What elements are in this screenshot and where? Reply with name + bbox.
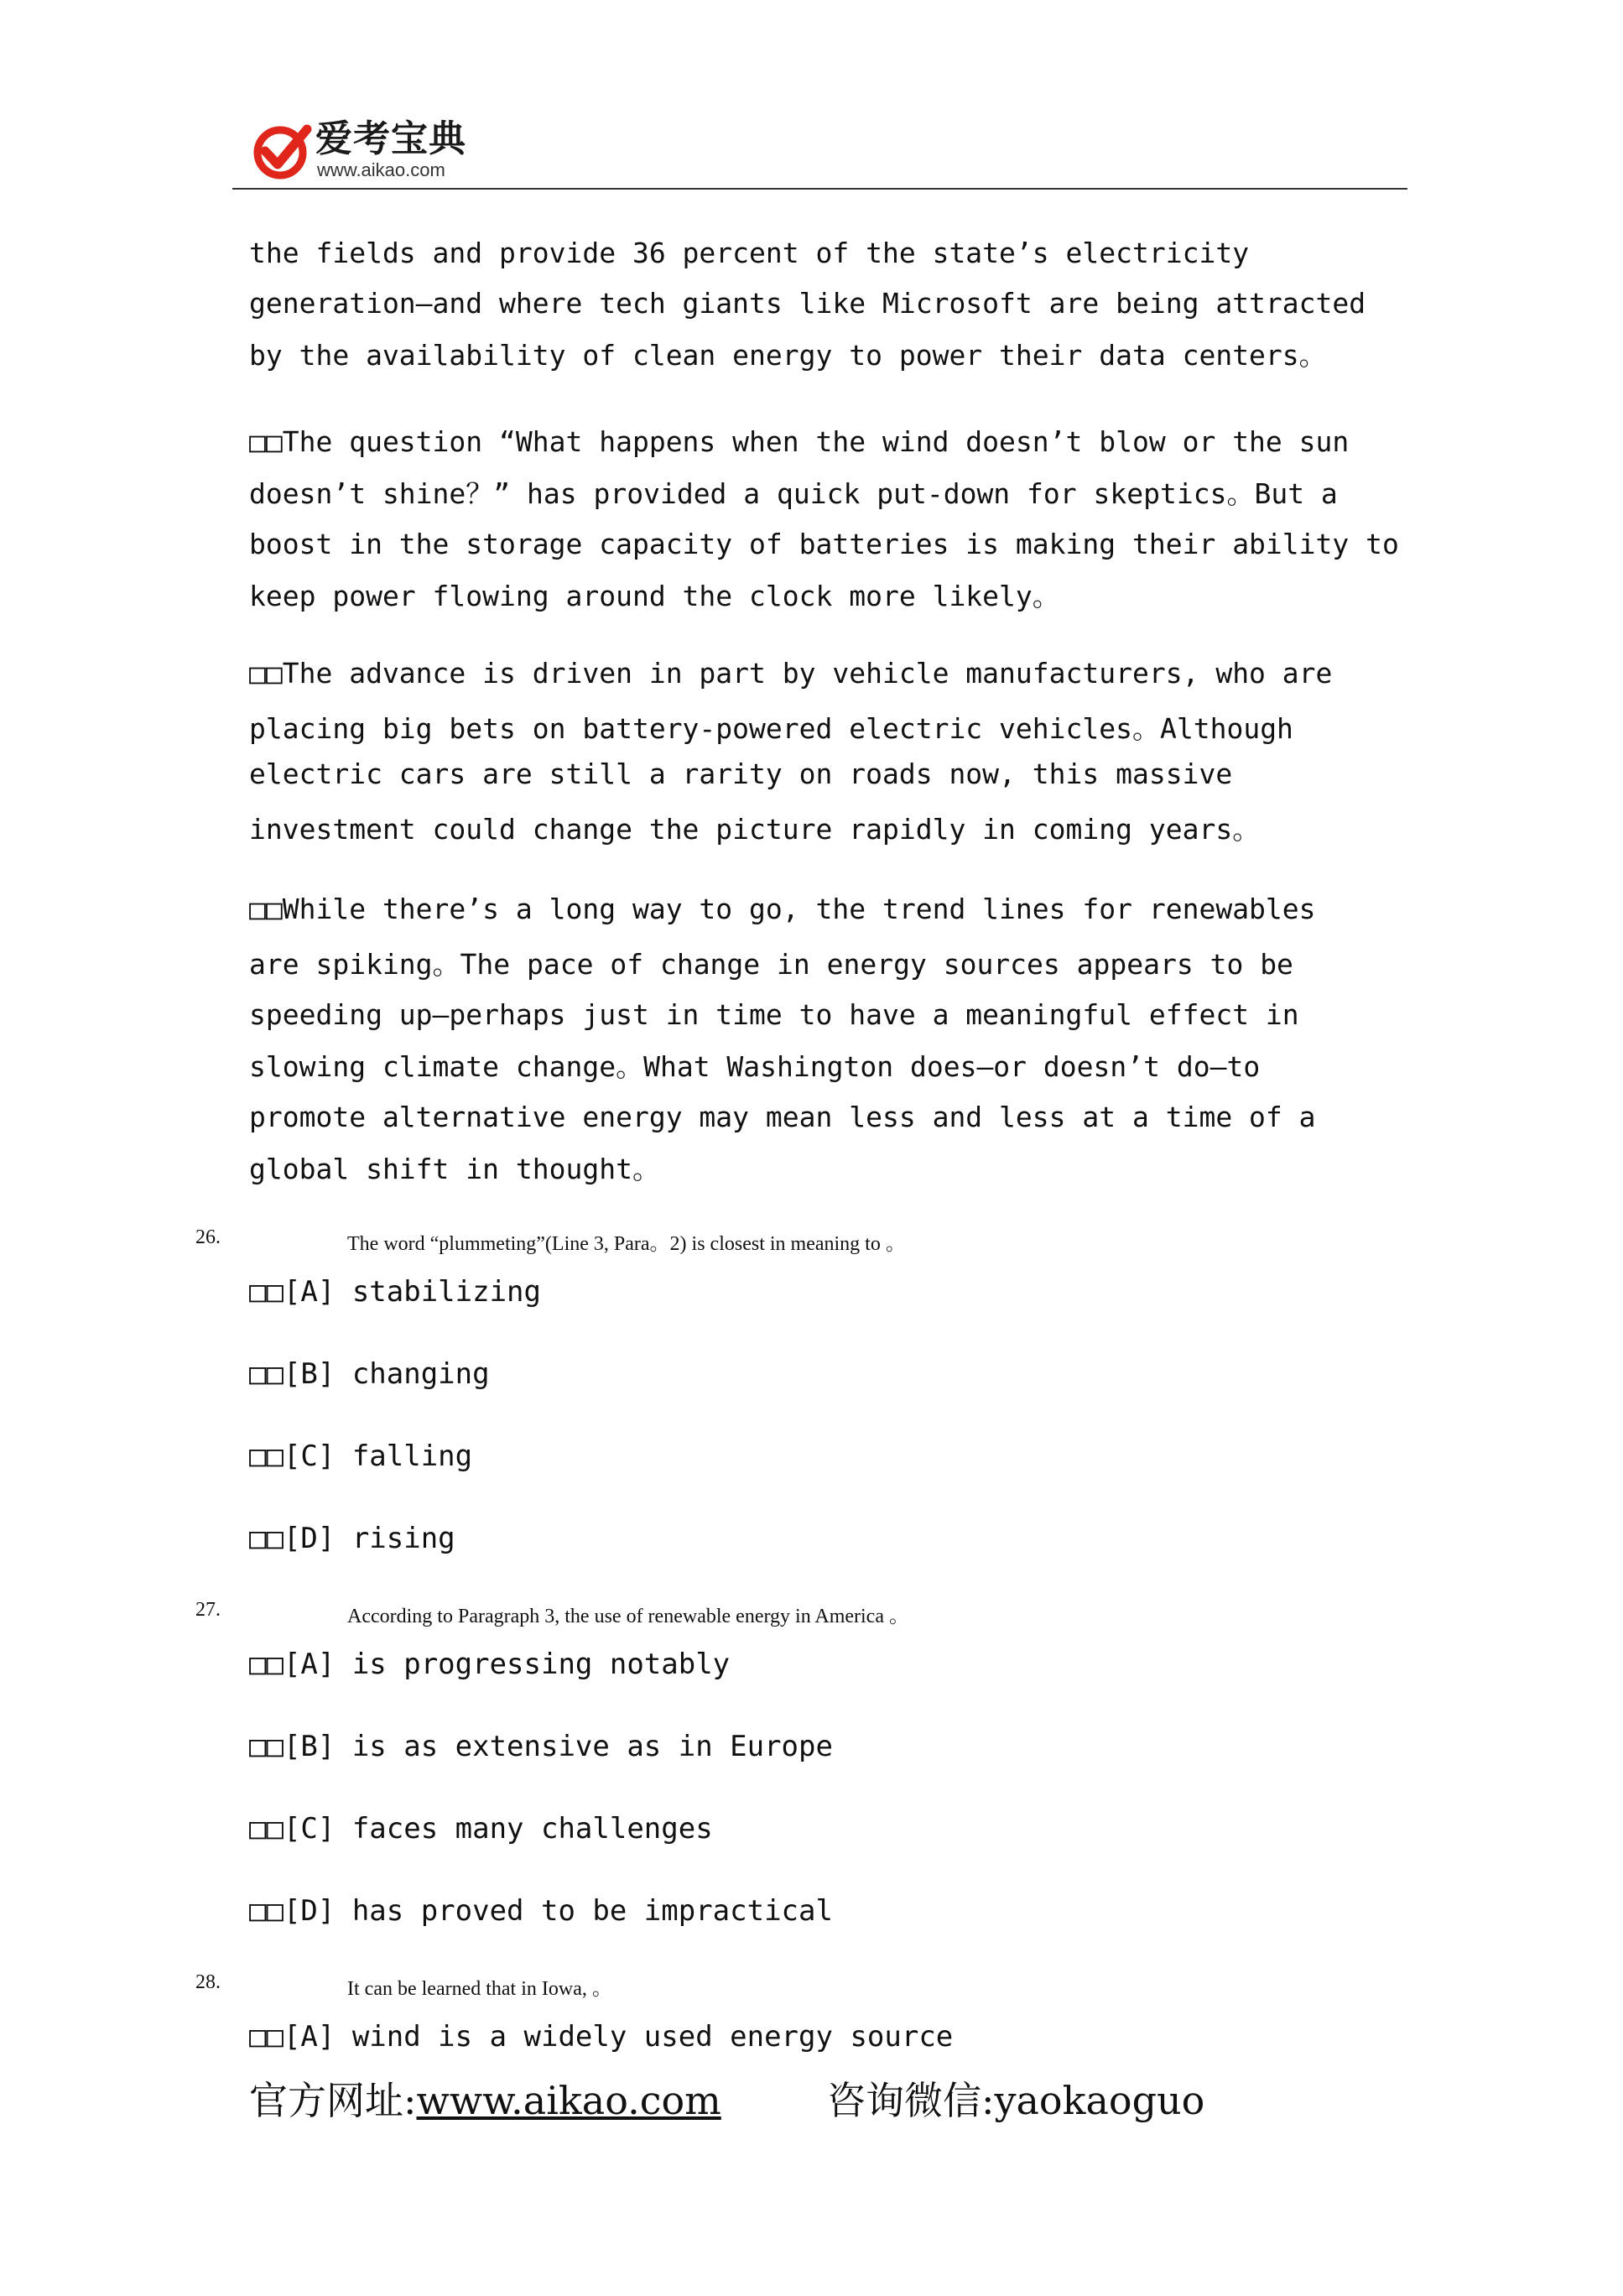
question-number: 26. [195, 1226, 221, 1248]
text-line: □□While there’s a long way to go, the trend lines for renewables [249, 893, 1316, 925]
text-line: by the availability of clean energy to power their data centers。 [249, 339, 1327, 372]
question-number: 28. [195, 1971, 221, 1993]
answer-option: □□[C] falling [249, 1440, 473, 1473]
logo-text: 爱考宝典 [315, 117, 466, 160]
footer-website [249, 2070, 721, 2126]
question-number: 27. [195, 1599, 221, 1621]
text-line: electric cars are still a rarity on roads now, this massive [249, 758, 1233, 790]
text-line: generation—and where tech giants like Microsoft are being attracted [249, 287, 1366, 320]
text-line: □□The question “What happens when the wind doesn’t blow or the sun [249, 425, 1350, 458]
answer-option: □□[A] is progressing notably [249, 1648, 731, 1681]
text-line: the fields and provide 36 percent of the state’s electricity [249, 237, 1250, 269]
footer-site-link[interactable]: www.aikao.com [416, 2078, 721, 2123]
footer-site-label: 官方网址: [249, 2078, 417, 2123]
text-line: global shift in thought。 [249, 1153, 660, 1185]
answer-option: □□[D] rising [249, 1522, 455, 1555]
text-line: keep power flowing around the clock more likely。 [249, 580, 1060, 612]
text-line: doesn’t shine？” has provided a quick put-down for skeptics。But a [249, 477, 1338, 510]
text-line: placing big bets on battery-powered electric vehicles。Although [249, 712, 1293, 745]
question-stem: It can be learned that in Iowa, 。 [347, 1978, 612, 2000]
passage-paragraph-1 [249, 237, 1366, 372]
text-line: are spiking。The pace of change in energy sources appears to be [249, 948, 1293, 981]
passage-paragraph-3 [249, 657, 1333, 846]
question-stem: According to Paragraph 3, the use of renewable energy in America 。 [347, 1606, 909, 1627]
footer-wechat [827, 2070, 1204, 2126]
logo-url: www.aikao.com [317, 159, 445, 180]
answer-option: □□[C] faces many challenges [249, 1812, 713, 1846]
answer-option: □□[B] is as extensive as in Europe [249, 1730, 833, 1763]
passage-paragraph-2 [249, 425, 1399, 612]
answer-option: □□[A] wind is a widely used energy source [249, 2020, 954, 2054]
answer-option: □□[B] changing [249, 1357, 490, 1391]
checkmark-logo-icon [252, 121, 312, 181]
header-divider [232, 188, 1407, 190]
passage-paragraph-4 [249, 893, 1316, 1185]
footer-wechat-label: 咨询微信: [827, 2078, 995, 2123]
text-line: slowing climate change。What Washington does—or doesn’t do—to [249, 1050, 1261, 1083]
footer-wechat-id: yaokaoguo [994, 2078, 1205, 2123]
brand-logo [252, 117, 470, 185]
text-line: speeding up—perhaps just in time to have a meaningful effect in [249, 998, 1299, 1031]
answer-option: □□[A] stabilizing [249, 1275, 541, 1309]
question-stem: The word “plummeting”(Line 3, Para。2) is closest in meaning to 。 [347, 1233, 906, 1255]
answer-option: □□[D] has proved to be impractical [249, 1894, 833, 1928]
text-line: investment could change the picture rapidly in coming years。 [249, 813, 1261, 846]
text-line: promote alternative energy may mean less and less at a time of a [249, 1101, 1316, 1133]
text-line: boost in the storage capacity of batteries is making their ability to [249, 528, 1399, 560]
text-line: □□The advance is driven in part by vehicle manufacturers, who are [249, 657, 1333, 690]
